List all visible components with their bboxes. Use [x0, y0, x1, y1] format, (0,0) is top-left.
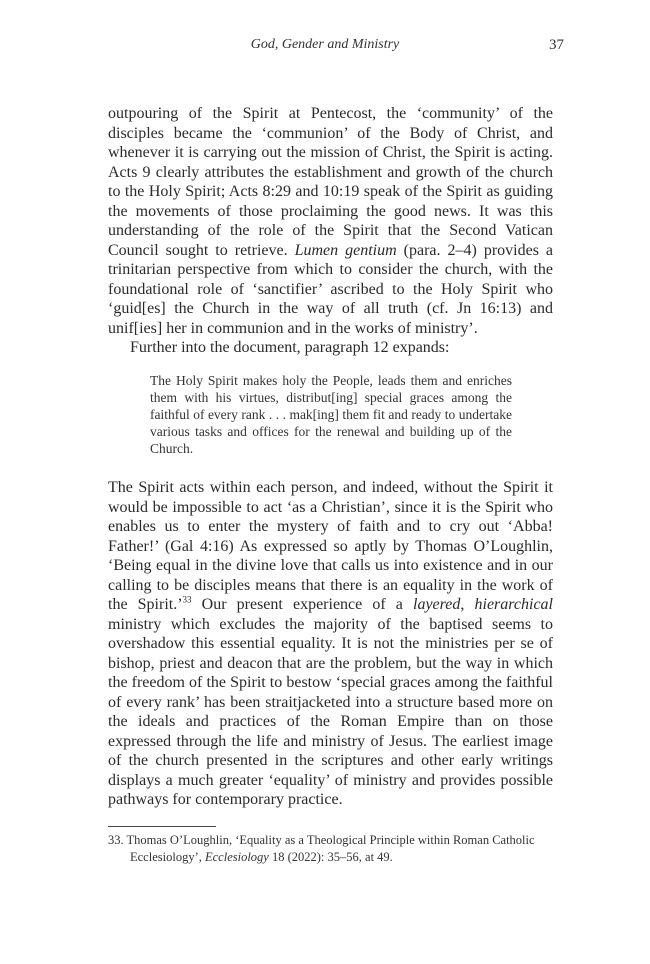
footnote-33 — [108, 832, 553, 866]
page-number: 37 — [549, 37, 564, 53]
text-run: The Spirit acts within each person, and indeed, without the Spirit it would be impossible to act ‘as a Christian’, since it is the Spirit who enables us to enter the mystery of faith and to cry out ‘Abba! Father!’ (Gal 4:16) As expressed so aptly by Thomas O’Loughlin, ‘Being equal in the divine love that calls us into existence and in our calling to be disciples means that there is an equality in the work of the Spirit.’ — [108, 479, 553, 613]
text-run: (para. 2–4) provides a trinitarian perspective from which to consider the church, with the foundational role of ‘sanctifier’ ascribed to the Holy Spirit who ‘guid[es] the Church in the way of all truth (cf. Jn 16:13) and unif[ies] her in communion and in the works of ministry’. — [108, 241, 553, 337]
text-run: 33. Thomas O’Loughlin, ‘Equality as a Theological Principle within Roman Catholic Ecclesiology’, — [108, 833, 535, 864]
text-run: , — [460, 596, 475, 613]
text-run: Our present experience of a — [191, 596, 413, 613]
running-head — [0, 37, 650, 57]
paragraph-3 — [108, 478, 553, 810]
footnote-ref: 33 — [182, 594, 192, 605]
text-run: ministry which excludes the majority of the baptised seems to overshadow this essential equality. It is not the ministries per se of bishop, priest and deacon that are the problem, but the way in which the freedom of the Spirit to bestow ‘special graces among the faithful of every rank’ has been straitjacketed into a structure based more on the ideals and practices of the Roman Empire than on those expressed through the life and ministry of Jesus. The earliest image of the church presented in the scriptures and other early writings displays a much greater ‘equality’ of ministry and provides possible pathways for contemporary practice. — [108, 615, 553, 808]
block-quote: The Holy Spirit makes holy the People, leads them and enriches them with his virtues, distribut[ing] special graces among the faithful of every rank . . . mak[ing] them fit and ready to undertake various tasks and offices for the renewal and building up of the Church. — [150, 373, 512, 456]
footnote-rule — [108, 826, 216, 827]
italic-run: hierarchical — [474, 596, 553, 613]
text-run: 18 (2022): 35–56, at 49. — [268, 850, 393, 864]
italic-run: layered — [413, 596, 461, 613]
body-text-top — [108, 104, 553, 358]
text-run: outpouring of the Spirit at Pentecost, the ‘community’ of the disciples became the ‘communion’ of the Body of Christ, and whenever it is carrying out the mission of Christ, the Spirit is acting. Acts 9 clearly attributes the establishment and growth of the church to the Holy Spirit; Acts 8:29 and 10:19 speak of the Spirit as guiding the movements of those proclaiming the good news. It was this understanding of the role of the Spirit that the Second Vatican Council sought to retrieve. — [108, 105, 553, 259]
paragraph-1 — [108, 104, 553, 338]
paragraph-2: Further into the document, paragraph 12 expands: — [130, 339, 450, 356]
italic-run: Ecclesiology — [204, 850, 269, 864]
italic-run: Lumen gentium — [294, 241, 397, 259]
body-text-bottom — [108, 478, 553, 810]
running-title: God, Gender and Ministry — [250, 37, 400, 52]
